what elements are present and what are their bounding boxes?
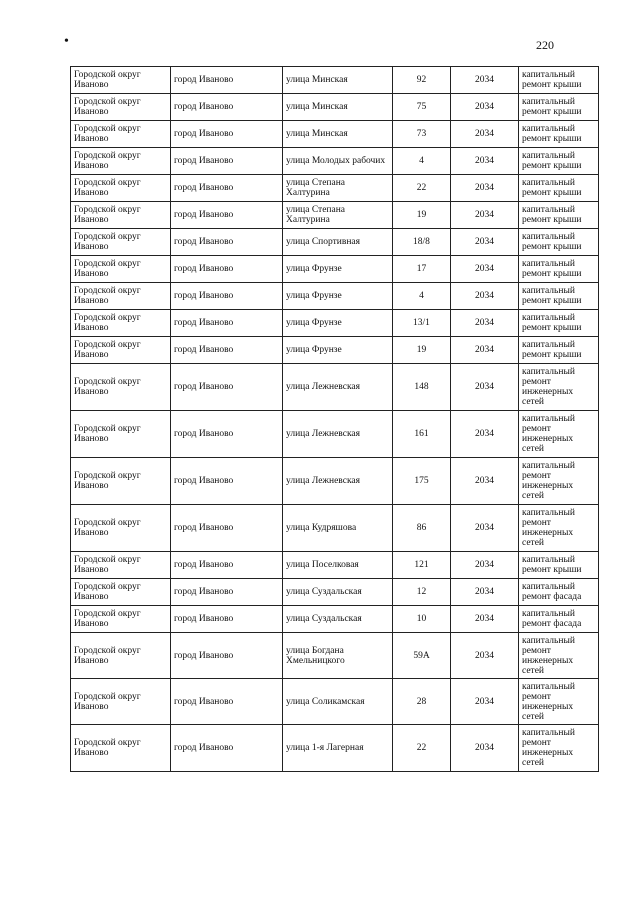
municipality-cell: Городской округ Иваново — [71, 411, 171, 458]
table-row — [71, 505, 599, 552]
street-cell: улица Суздальская — [283, 579, 393, 606]
street-cell: улица Богдана Хмельницкого — [283, 633, 393, 679]
year-cell: 2034 — [451, 725, 519, 772]
municipality-cell: Городской округ Иваново — [71, 552, 171, 579]
house-number-cell: 73 — [393, 121, 451, 148]
year-cell: 2034 — [451, 505, 519, 552]
work-type-cell: капитальный ремонт крыши — [519, 229, 599, 256]
city-cell: город Иваново — [171, 411, 283, 458]
municipality-cell: Городской округ Иваново — [71, 202, 171, 229]
house-number-cell: 17 — [393, 256, 451, 283]
work-type-cell: капитальный ремонт инженерных сетей — [519, 505, 599, 552]
city-cell: город Иваново — [171, 337, 283, 364]
city-cell: город Иваново — [171, 283, 283, 310]
street-cell: улица 1-я Лагерная — [283, 725, 393, 772]
street-cell: улица Кудряшова — [283, 505, 393, 552]
year-cell: 2034 — [451, 94, 519, 121]
table-body — [71, 67, 599, 772]
city-cell: город Иваново — [171, 67, 283, 94]
municipality-cell: Городской округ Иваново — [71, 121, 171, 148]
table-row — [71, 364, 599, 411]
year-cell: 2034 — [451, 337, 519, 364]
table-row — [71, 337, 599, 364]
table-row — [71, 725, 599, 772]
city-cell: город Иваново — [171, 458, 283, 505]
street-cell: улица Поселковая — [283, 552, 393, 579]
table-row — [71, 202, 599, 229]
municipality-cell: Городской округ Иваново — [71, 633, 171, 679]
municipality-cell: Городской округ Иваново — [71, 283, 171, 310]
year-cell: 2034 — [451, 67, 519, 94]
house-number-cell: 148 — [393, 364, 451, 411]
house-number-cell: 18/8 — [393, 229, 451, 256]
house-number-cell: 161 — [393, 411, 451, 458]
city-cell: город Иваново — [171, 725, 283, 772]
work-type-cell: капитальный ремонт крыши — [519, 283, 599, 310]
work-type-cell: капитальный ремонт крыши — [519, 256, 599, 283]
city-cell: город Иваново — [171, 175, 283, 202]
house-number-cell: 22 — [393, 725, 451, 772]
city-cell: город Иваново — [171, 633, 283, 679]
work-type-cell: капитальный ремонт фасада — [519, 579, 599, 606]
work-type-cell: капитальный ремонт инженерных сетей — [519, 633, 599, 679]
work-type-cell: капитальный ремонт инженерных сетей — [519, 458, 599, 505]
table-row — [71, 283, 599, 310]
repair-schedule-table — [70, 66, 599, 772]
street-cell: улица Суздальская — [283, 606, 393, 633]
year-cell: 2034 — [451, 229, 519, 256]
house-number-cell: 86 — [393, 505, 451, 552]
municipality-cell: Городской округ Иваново — [71, 310, 171, 337]
street-cell: улица Лежневская — [283, 411, 393, 458]
street-cell: улица Фрунзе — [283, 256, 393, 283]
municipality-cell: Городской округ Иваново — [71, 148, 171, 175]
table-row — [71, 606, 599, 633]
house-number-cell: 4 — [393, 148, 451, 175]
street-cell: улица Фрунзе — [283, 310, 393, 337]
year-cell: 2034 — [451, 606, 519, 633]
street-cell: улица Соликамская — [283, 679, 393, 725]
table-row — [71, 310, 599, 337]
table-row — [71, 175, 599, 202]
house-number-cell: 28 — [393, 679, 451, 725]
street-cell: улица Лежневская — [283, 458, 393, 505]
street-cell: улица Лежневская — [283, 364, 393, 411]
year-cell: 2034 — [451, 579, 519, 606]
municipality-cell: Городской округ Иваново — [71, 505, 171, 552]
work-type-cell: капитальный ремонт крыши — [519, 337, 599, 364]
street-cell: улица Минская — [283, 94, 393, 121]
municipality-cell: Городской округ Иваново — [71, 175, 171, 202]
work-type-cell: капитальный ремонт крыши — [519, 121, 599, 148]
table-row — [71, 229, 599, 256]
city-cell: город Иваново — [171, 505, 283, 552]
municipality-cell: Городской округ Иваново — [71, 458, 171, 505]
work-type-cell: капитальный ремонт крыши — [519, 94, 599, 121]
house-number-cell: 19 — [393, 202, 451, 229]
house-number-cell: 92 — [393, 67, 451, 94]
house-number-cell: 13/1 — [393, 310, 451, 337]
street-cell: улица Минская — [283, 67, 393, 94]
year-cell: 2034 — [451, 256, 519, 283]
street-cell: улица Степана Халтурина — [283, 175, 393, 202]
year-cell: 2034 — [451, 175, 519, 202]
year-cell: 2034 — [451, 148, 519, 175]
work-type-cell: капитальный ремонт инженерных сетей — [519, 411, 599, 458]
municipality-cell: Городской округ Иваново — [71, 364, 171, 411]
municipality-cell: Городской округ Иваново — [71, 94, 171, 121]
city-cell: город Иваново — [171, 679, 283, 725]
house-number-cell: 59А — [393, 633, 451, 679]
table-row — [71, 67, 599, 94]
house-number-cell: 22 — [393, 175, 451, 202]
municipality-cell: Городской округ Иваново — [71, 679, 171, 725]
street-cell: улица Степана Халтурина — [283, 202, 393, 229]
page-marker: • — [64, 34, 69, 49]
city-cell: город Иваново — [171, 552, 283, 579]
work-type-cell: капитальный ремонт крыши — [519, 175, 599, 202]
city-cell: город Иваново — [171, 310, 283, 337]
table-row — [71, 121, 599, 148]
city-cell: город Иваново — [171, 148, 283, 175]
year-cell: 2034 — [451, 679, 519, 725]
house-number-cell: 12 — [393, 579, 451, 606]
house-number-cell: 75 — [393, 94, 451, 121]
house-number-cell: 4 — [393, 283, 451, 310]
table-row — [71, 552, 599, 579]
table-row — [71, 458, 599, 505]
table-row — [71, 579, 599, 606]
page-number: 220 — [536, 38, 554, 52]
street-cell: улица Минская — [283, 121, 393, 148]
year-cell: 2034 — [451, 411, 519, 458]
year-cell: 2034 — [451, 121, 519, 148]
table-row — [71, 411, 599, 458]
year-cell: 2034 — [451, 364, 519, 411]
work-type-cell: капитальный ремонт крыши — [519, 552, 599, 579]
work-type-cell: капитальный ремонт крыши — [519, 202, 599, 229]
city-cell: город Иваново — [171, 606, 283, 633]
work-type-cell: капитальный ремонт крыши — [519, 67, 599, 94]
street-cell: улица Фрунзе — [283, 337, 393, 364]
work-type-cell: капитальный ремонт инженерных сетей — [519, 679, 599, 725]
street-cell: улица Фрунзе — [283, 283, 393, 310]
city-cell: город Иваново — [171, 202, 283, 229]
municipality-cell: Городской округ Иваново — [71, 67, 171, 94]
municipality-cell: Городской округ Иваново — [71, 337, 171, 364]
year-cell: 2034 — [451, 458, 519, 505]
city-cell: город Иваново — [171, 121, 283, 148]
municipality-cell: Городской округ Иваново — [71, 579, 171, 606]
municipality-cell: Городской округ Иваново — [71, 725, 171, 772]
city-cell: город Иваново — [171, 256, 283, 283]
work-type-cell: капитальный ремонт инженерных сетей — [519, 725, 599, 772]
house-number-cell: 10 — [393, 606, 451, 633]
year-cell: 2034 — [451, 283, 519, 310]
municipality-cell: Городской округ Иваново — [71, 229, 171, 256]
table-row — [71, 633, 599, 679]
work-type-cell: капитальный ремонт фасада — [519, 606, 599, 633]
street-cell: улица Молодых рабочих — [283, 148, 393, 175]
city-cell: город Иваново — [171, 229, 283, 256]
city-cell: город Иваново — [171, 364, 283, 411]
house-number-cell: 175 — [393, 458, 451, 505]
street-cell: улица Спортивная — [283, 229, 393, 256]
year-cell: 2034 — [451, 633, 519, 679]
work-type-cell: капитальный ремонт крыши — [519, 148, 599, 175]
table-row — [71, 148, 599, 175]
city-cell: город Иваново — [171, 579, 283, 606]
house-number-cell: 121 — [393, 552, 451, 579]
year-cell: 2034 — [451, 552, 519, 579]
table-row — [71, 256, 599, 283]
work-type-cell: капитальный ремонт крыши — [519, 310, 599, 337]
work-type-cell: капитальный ремонт инженерных сетей — [519, 364, 599, 411]
municipality-cell: Городской округ Иваново — [71, 606, 171, 633]
year-cell: 2034 — [451, 310, 519, 337]
table-row — [71, 94, 599, 121]
city-cell: город Иваново — [171, 94, 283, 121]
municipality-cell: Городской округ Иваново — [71, 256, 171, 283]
table-row — [71, 679, 599, 725]
year-cell: 2034 — [451, 202, 519, 229]
house-number-cell: 19 — [393, 337, 451, 364]
